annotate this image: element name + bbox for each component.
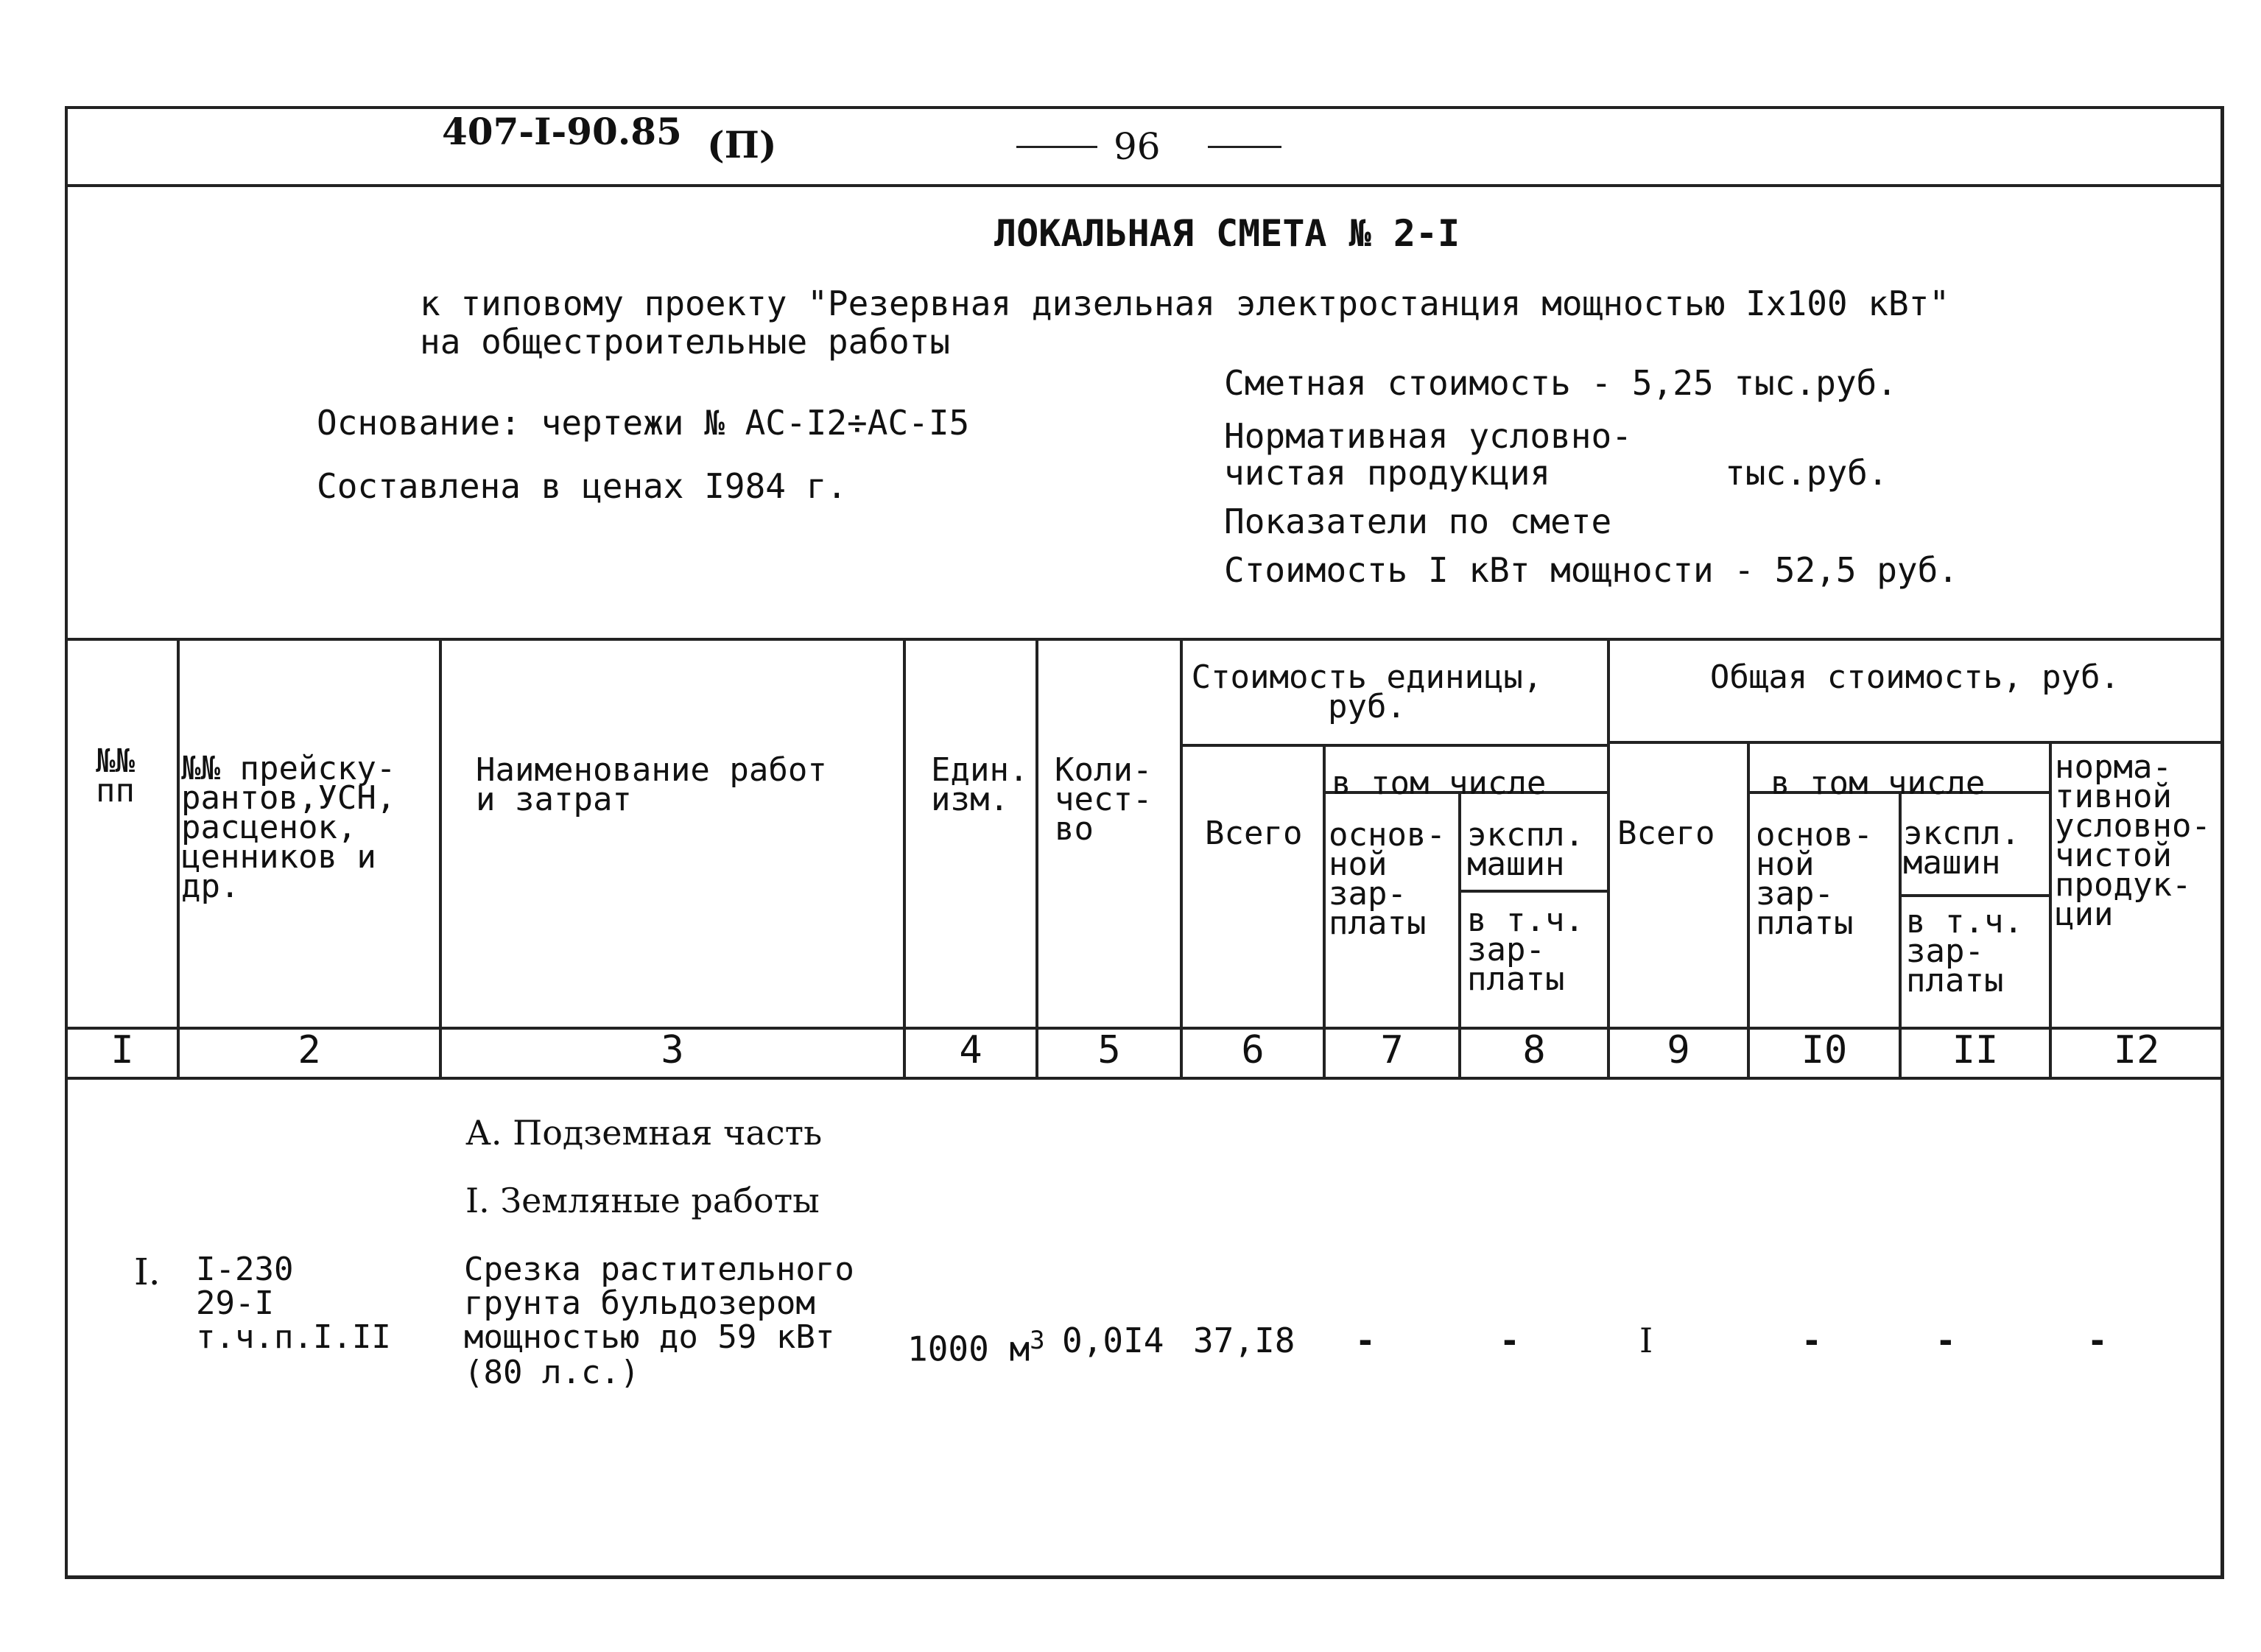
col-divider-3 bbox=[903, 638, 906, 1078]
header-total-total: Всего bbox=[1617, 815, 1715, 852]
header-total-incl-wage: в т.ч. зар- платы bbox=[1906, 903, 2023, 999]
column-number-4: 4 bbox=[959, 1028, 982, 1072]
header-unit-total: Всего bbox=[1205, 815, 1303, 852]
row-unit-cost-total: 37,I8 bbox=[1193, 1321, 1295, 1360]
column-number-12: I2 bbox=[2113, 1028, 2160, 1072]
header-total-incl: в том числе bbox=[1771, 765, 1986, 802]
basis-text: Основание: чертежи № АС-I2÷АС-I5 bbox=[317, 403, 970, 443]
column-number-1: I bbox=[110, 1028, 134, 1072]
col-divider-11 bbox=[2049, 744, 2052, 1078]
col-divider-6 bbox=[1323, 744, 1326, 1078]
prices-text: Составлена в ценах I984 г. bbox=[317, 466, 848, 506]
header-normative: норма- тивной условно- чистой продук- ции bbox=[2055, 748, 2211, 933]
header-unit-base-wage: основ- ной зар- платы bbox=[1329, 816, 1446, 942]
col-divider-4 bbox=[1035, 638, 1038, 1078]
column-number-9: 9 bbox=[1667, 1028, 1690, 1072]
row-total-wage: - bbox=[1801, 1321, 1822, 1360]
normative-unit: тыс.руб. bbox=[1725, 453, 1888, 493]
estimate-title: ЛОКАЛЬНАЯ СМЕТА № 2-I bbox=[994, 212, 1460, 255]
column-number-8: 8 bbox=[1522, 1028, 1546, 1072]
header-row-number: №№ пп bbox=[96, 742, 135, 809]
unit-machines-rule bbox=[1458, 890, 1607, 893]
header-total-machines: экспл. машин bbox=[1903, 815, 2020, 882]
normative-line1: Нормативная условно- bbox=[1224, 416, 1632, 456]
total-cost-group-rule bbox=[1607, 741, 2224, 744]
row-name-line4: (80 л.с.) bbox=[464, 1354, 640, 1391]
row-number: I. bbox=[134, 1251, 161, 1293]
page-number: 96 bbox=[1114, 125, 1161, 168]
header-unit-incl: в том числе bbox=[1332, 765, 1547, 802]
row-ref-line1: I-230 bbox=[196, 1251, 294, 1288]
total-machines-rule bbox=[1899, 894, 2049, 897]
col-divider-9 bbox=[1747, 744, 1750, 1078]
header-unit: Един. изм. bbox=[931, 751, 1029, 818]
row-unit-text: 1000 м bbox=[907, 1329, 1030, 1369]
header-divider bbox=[65, 184, 2224, 187]
estimated-cost: Сметная стоимость - 5,25 тыс.руб. bbox=[1224, 363, 1897, 403]
column-number-7: 7 bbox=[1380, 1028, 1404, 1072]
table-top-border bbox=[65, 638, 2224, 641]
estimate-subtitle-line2: на общестроительные работы bbox=[420, 322, 951, 362]
header-price-refs: №№ прейску- рантов,УСН, расценок, ценников и др. bbox=[181, 750, 396, 905]
column-number-11: II bbox=[1952, 1028, 1999, 1072]
normative-line2: чистая продукция bbox=[1224, 453, 1551, 493]
header-unit-incl-wage: в т.ч. зар- платы bbox=[1467, 901, 1584, 998]
row-quantity: 0,0I4 bbox=[1062, 1321, 1164, 1360]
row-unit bbox=[907, 1321, 1045, 1368]
cost-per-kw: Стоимость I кВт мощности - 52,5 руб. bbox=[1224, 550, 1958, 590]
unit-cost-group-rule bbox=[1180, 744, 1607, 747]
row-normative: - bbox=[2087, 1321, 2108, 1360]
header-quantity: Коли- чест- во bbox=[1055, 751, 1153, 848]
column-number-10: I0 bbox=[1801, 1028, 1848, 1072]
row-unit-cost-wage: - bbox=[1355, 1321, 1376, 1360]
row-ref-line2: 29-I bbox=[196, 1284, 274, 1322]
row-unit-superscript: 3 bbox=[1030, 1326, 1045, 1355]
section-heading: А. Подземная часть bbox=[465, 1113, 823, 1153]
project-code: 407-I-90.85 bbox=[442, 110, 682, 153]
page-number-dash-left bbox=[1016, 146, 1097, 148]
header-unit-cost-group: Стоимость единицы, руб. bbox=[1191, 658, 1543, 725]
header-work-name: Наименование работ и затрат bbox=[476, 751, 827, 818]
col-divider-2 bbox=[439, 638, 442, 1078]
col-divider-1 bbox=[177, 638, 180, 1078]
row-total-machines: - bbox=[1935, 1321, 1956, 1360]
column-number-5: 5 bbox=[1097, 1028, 1121, 1072]
column-number-2: 2 bbox=[298, 1028, 321, 1072]
subsection-heading: I. Земляные работы bbox=[465, 1181, 820, 1220]
column-number-3: 3 bbox=[661, 1028, 684, 1072]
column-number-6: 6 bbox=[1241, 1028, 1265, 1072]
header-unit-machines: экспл. машин bbox=[1467, 816, 1584, 883]
page-number-dash-right bbox=[1208, 146, 1281, 148]
col-divider-8 bbox=[1607, 638, 1610, 1078]
row-name-line3: мощностью до 59 кВт bbox=[464, 1318, 835, 1356]
header-total-cost-group: Общая стоимость, руб. bbox=[1709, 658, 2120, 696]
row-unit-cost-machines: - bbox=[1499, 1321, 1520, 1360]
header-total-base-wage: основ- ной зар- платы bbox=[1756, 816, 1873, 942]
album-code: (П) bbox=[707, 123, 777, 166]
indicators-heading: Показатели по смете bbox=[1224, 502, 1612, 541]
row-total-cost: I bbox=[1639, 1321, 1653, 1360]
estimate-subtitle-line1: к типовому проекту "Резервная дизельная электростанция мощностью Iх100 кВт" bbox=[420, 284, 1950, 323]
row-name-line1: Срезка растительного bbox=[464, 1251, 854, 1288]
row-ref-line3: т.ч.п.I.II bbox=[196, 1318, 391, 1356]
row-name-line2: грунта бульдозером bbox=[464, 1284, 815, 1322]
